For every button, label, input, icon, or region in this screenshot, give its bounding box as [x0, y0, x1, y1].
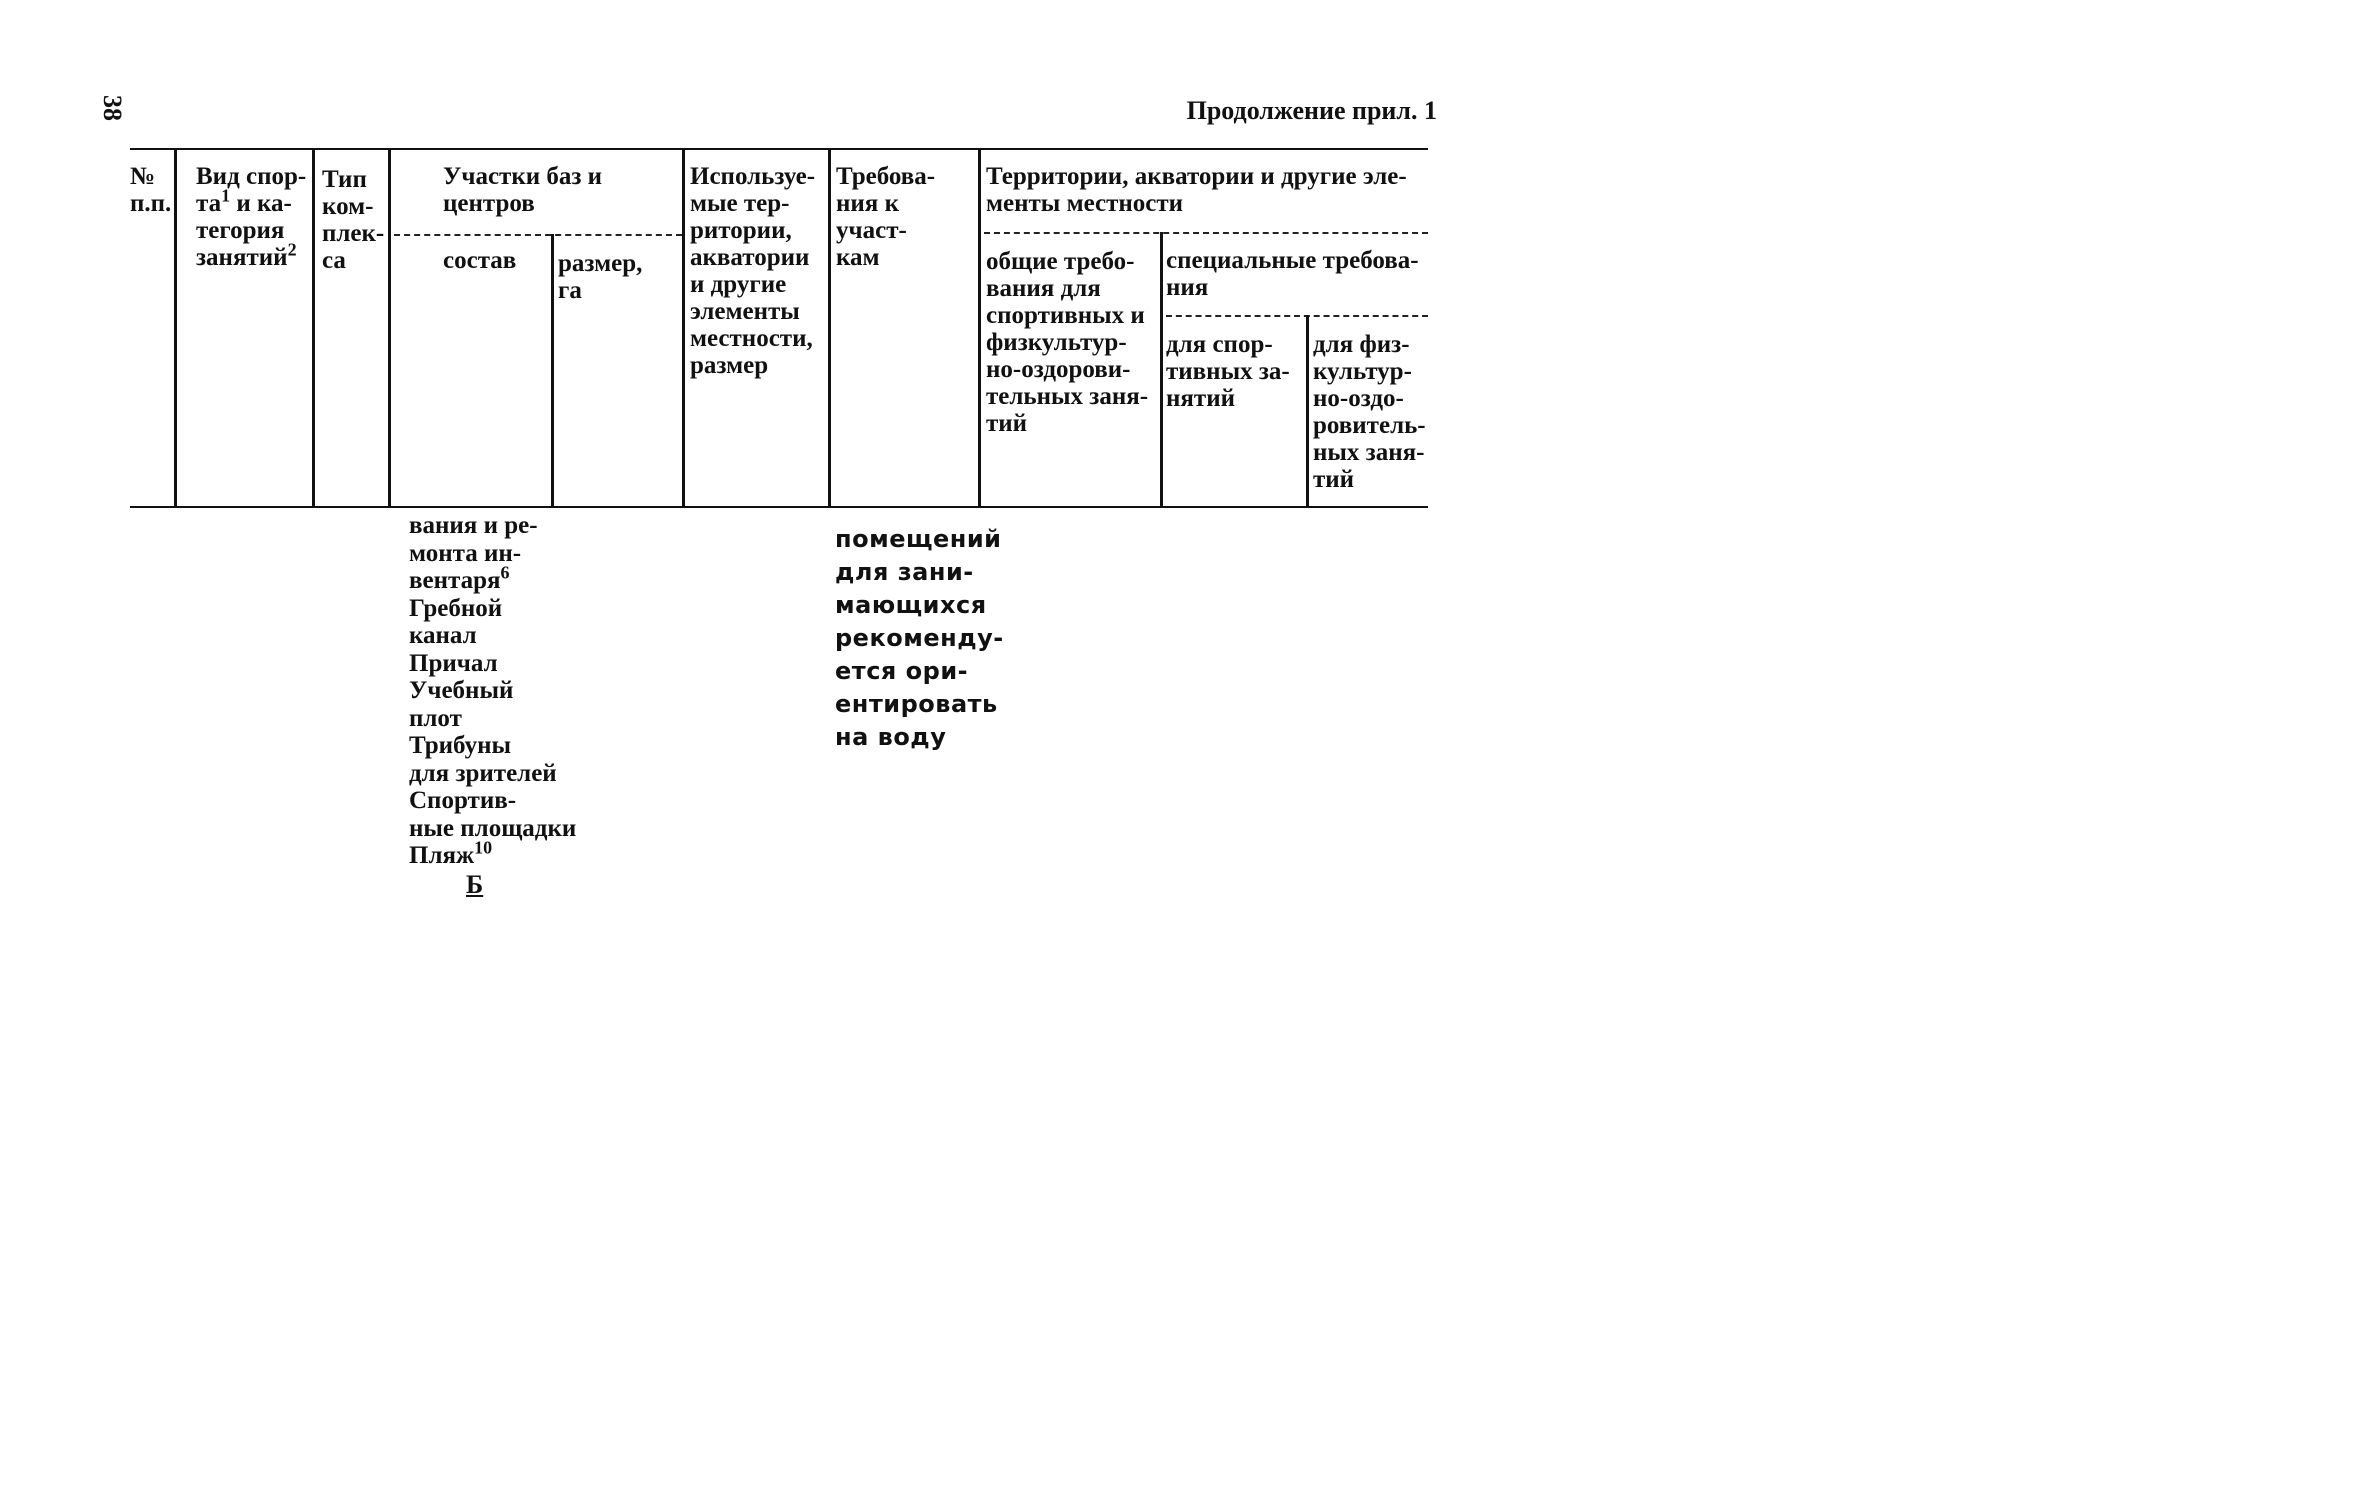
col-divider-5	[682, 148, 685, 508]
table-top-rule	[130, 148, 1428, 150]
footnote-6: 6	[500, 562, 510, 583]
header-number: № п.п.	[130, 163, 172, 217]
header-special-requirements: специальные требова- ния	[1166, 247, 1419, 301]
continuation-title: Продолжение прил. 1	[1186, 96, 1437, 125]
header-territories: Территории, акватории и другие эле- менты местности	[986, 163, 1407, 217]
col-divider-2	[312, 148, 315, 508]
header-requirements: Требова- ния к участ- кам	[836, 163, 936, 271]
header-for-fitness: для физ- культур- но-оздо- ровитель- ных заня- тий	[1313, 331, 1426, 493]
page-number: 38	[98, 95, 127, 121]
territories-subheader-rule	[984, 232, 1428, 234]
col-divider-1	[174, 148, 177, 508]
header-for-sport: для спор- тивных за- нятий	[1166, 331, 1290, 412]
col-divider-8	[1160, 232, 1163, 508]
col-divider-3	[388, 148, 391, 508]
requirements-note: помещений для зани- мающихся рекоменду- ется ори- ентировать на воду	[835, 525, 1004, 751]
header-plots: Участки баз и центров	[443, 163, 603, 217]
col-divider-9	[1306, 315, 1309, 508]
header-used-areas: Используе- мые тер- ритории, акватории и другие элементы местности, размер	[690, 163, 816, 379]
col-divider-4	[551, 234, 554, 508]
header-complex-type: Тип ком- плек- са	[322, 166, 385, 274]
col-divider-7	[978, 148, 981, 508]
composition-list: вания и ре- монта ин- вентаря$^6$ Гребной канал Причал Учебный плот Трибуны для зрителей Спортив- ные площадки Пляж$^{10}$	[409, 512, 577, 869]
col-divider-6	[828, 148, 831, 508]
footnote-2: 2	[287, 239, 297, 260]
table-header-bottom-rule	[130, 506, 1428, 508]
footnote-1: 1	[221, 185, 231, 206]
header-plots-composition: состав	[443, 247, 517, 274]
plots-subheader-rule	[394, 234, 682, 236]
header-sport-type: Вид спор- $та^1$ и ка- тегория занятий$^2$	[196, 163, 307, 271]
header-general-requirements: общие требо- вания для спортивных и физкультур- но-оздорови- тельных заня- тий	[986, 248, 1149, 437]
footnote-10: 10	[474, 837, 493, 858]
header-plots-size: размер, га	[558, 250, 643, 304]
section-letter: Б	[466, 870, 484, 899]
special-subheader-rule	[1166, 315, 1428, 317]
